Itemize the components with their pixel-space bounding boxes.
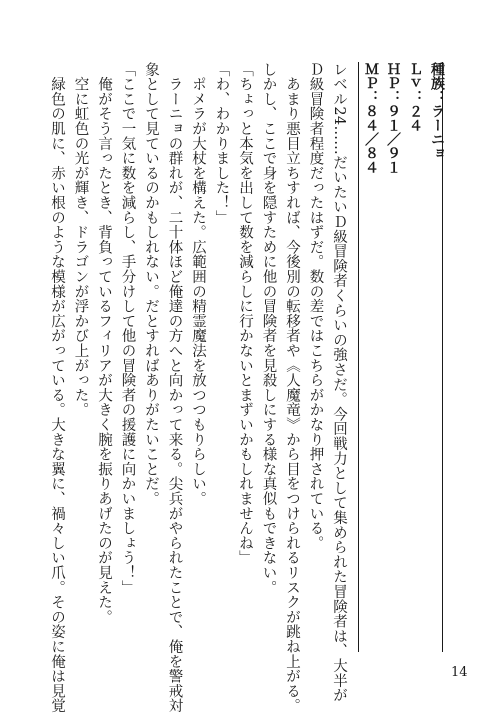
text-line: 俺がそう言ったとき、背負っているフィリアが大きく腕を振りあげたのが見えた。 bbox=[96, 62, 112, 625]
text-line: 「わ、わかりました！」 bbox=[213, 62, 230, 225]
status-hp: ＨＰ：９１／９１ bbox=[385, 62, 401, 174]
text-line: 緑色の肌に、赤い根のような模様が広がっている。大きな翼に、禍々しい爪。その姿に俺は見覚 bbox=[49, 62, 65, 713]
status-left-rule bbox=[358, 62, 359, 652]
text-line: 空に虹色の光が輝き、ドラゴンが浮かび上がった。 bbox=[72, 62, 89, 418]
text-line: しかし、ここで身を隠すために他の冒険者を見殺しにする様な真似もできない。 bbox=[260, 62, 277, 595]
text-line: あまり悪目立ちすれば、今後別の転移者や《人魔竜》から目をつけられるリスクが跳ね上がる。 bbox=[284, 62, 300, 713]
text-line: 「ちょっと本気を出して数を減らしに行かないとまずいかもしれませんね」 bbox=[237, 62, 253, 566]
status-race: 種族：ラーニョ bbox=[429, 62, 445, 160]
novel-text bbox=[45, 62, 351, 713]
text-line: レベル24……だいたいＤ級冒険者くらいの強さだ。今回戦力として集められた冒険者は、大半が bbox=[331, 62, 347, 703]
page-number: 14 bbox=[451, 665, 468, 680]
text-line: 象として見ているのかもしれない。だとすればありがたいことだ。 bbox=[143, 62, 159, 506]
text-line: 「ここで一気に数を減らし、手分けして他の冒険者の援護に向かいましょう！」 bbox=[119, 62, 136, 595]
status-panel bbox=[360, 62, 448, 192]
text-line: ポメラが大杖を構えた。広範囲の精霊魔法を放つつもりらしい。 bbox=[190, 62, 206, 506]
status-mp: ＭＰ：８４／８４ bbox=[363, 62, 379, 174]
status-level: Ｌｖ：２４ bbox=[407, 62, 423, 132]
text-line: Ｄ級冒険者程度だったはずだ。数の差ではこちらがかなり押されている。 bbox=[307, 62, 324, 551]
text-line: ラーニョの群れが、二十体ほど俺達の方へと向かって来る。尖兵がやられたことで、俺を警戒対 bbox=[166, 62, 183, 713]
